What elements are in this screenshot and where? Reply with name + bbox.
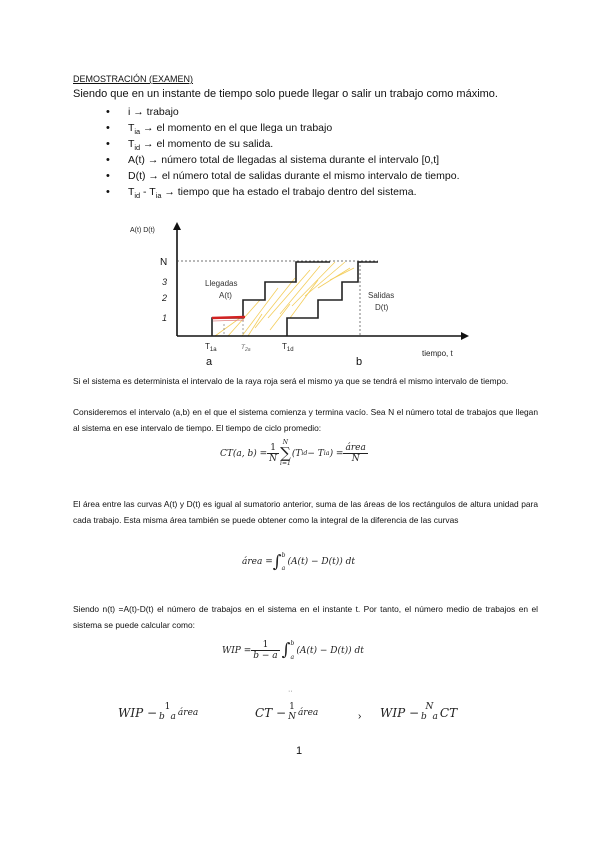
stray-dots: ·· <box>288 688 293 695</box>
ct-area-relation: CT − 1 N área <box>255 702 319 722</box>
list-item: • $T_{ia}$ → el momento en el que llega un trabajo <box>106 120 459 136</box>
red-interval <box>212 317 245 318</box>
implies-arrow: › <box>358 711 362 722</box>
list-item: • A(t) → número total de llegadas al sistema durante el intervalo [0,t] <box>106 152 459 168</box>
section-heading: DEMOSTRACIÓN (EXAMEN) <box>73 74 194 84</box>
arrivals-function-label: A(t) <box>219 291 232 300</box>
t1a-label: $T_{1a}$ <box>205 342 217 353</box>
hatched-area <box>215 262 354 336</box>
page-number: 1 <box>296 745 303 757</box>
tick-label: 3 <box>162 277 168 287</box>
tick-label: N <box>160 257 168 268</box>
littles-law-relation: WIP − N b a CT <box>380 702 458 722</box>
list-item: • i → trabajo <box>106 104 459 120</box>
paragraph-deterministic: Si el sistema es determinista el intervalo de la raya roja será el mismo ya que se tendrá el mismo intervalo de tiempo. <box>73 376 509 386</box>
y-axis-label: A(t) D(t) <box>130 227 155 234</box>
arrivals-label: Llegadas <box>205 279 238 288</box>
x-axis-label: tiempo, t <box>422 349 453 358</box>
paragraph-area: El área entre las curvas A(t) y D(t) es igual al sumatorio anterior, suma de las áreas de los rectángulos de altura unidad para cada trabajo. Esta misma área también se puede obtener como la integral de la diferencia de las curvas <box>73 499 538 525</box>
arrivals-departures-diagram <box>120 218 500 370</box>
t2a-label: $T_{2a}$ <box>241 344 251 353</box>
t1d-label: $T_{1d}$ <box>282 342 294 353</box>
area-integral-equation: área = ∫ b a (A(t) − D(t)) dt <box>242 551 355 573</box>
tick-label: 2 <box>162 293 168 303</box>
departures-label: Salidas <box>368 291 395 300</box>
b-label: b <box>356 356 363 368</box>
list-item: • D(t) → el número total de salidas durante el mismo intervalo de tiempo. <box>106 168 459 184</box>
intro-sentence: Siendo que en un instante de tiempo solo puede llegar o salir un trabajo como máximo. <box>73 88 498 100</box>
wip-integral-equation: WIP = $\frac{1}{b - a}$ ∫ b a (A(t) − D(t)) dt <box>222 640 364 661</box>
tick-label: 1 <box>162 313 168 323</box>
departures-function-label: D(t) <box>375 303 389 312</box>
paragraph-wip: Siendo n(t) =A(t)-D(t) el número de trabajos en el sistema en el instante t. Por tanto, el número medio de trabajos en el sistema se puede calcular como: <box>73 604 538 630</box>
definitions-list <box>106 104 459 200</box>
list-item: • $T_{id}$ → el momento de su salida. <box>106 136 459 152</box>
wip-area-relation: WIP − 1 b a área <box>118 702 199 722</box>
list-item: • $T_{id} - T_{ia}$ → tiempo que ha estado el trabajo dentro del sistema. <box>106 184 459 200</box>
paragraph-interval: Consideremos el intervalo (a,b) en el que el sistema comienza y termina vacío. Sea N el número total de trabajos que llegan al sistema en ese intervalo de tiempo. El tiempo de ciclo promedio: <box>73 407 538 433</box>
cycle-time-equation: CT(a, b) = $\frac{1}{N}$ N ∑ i=1 (T id − T ia ) = $\frac{\text{área}}{N}$ <box>220 439 366 467</box>
a-label: a <box>206 356 213 368</box>
